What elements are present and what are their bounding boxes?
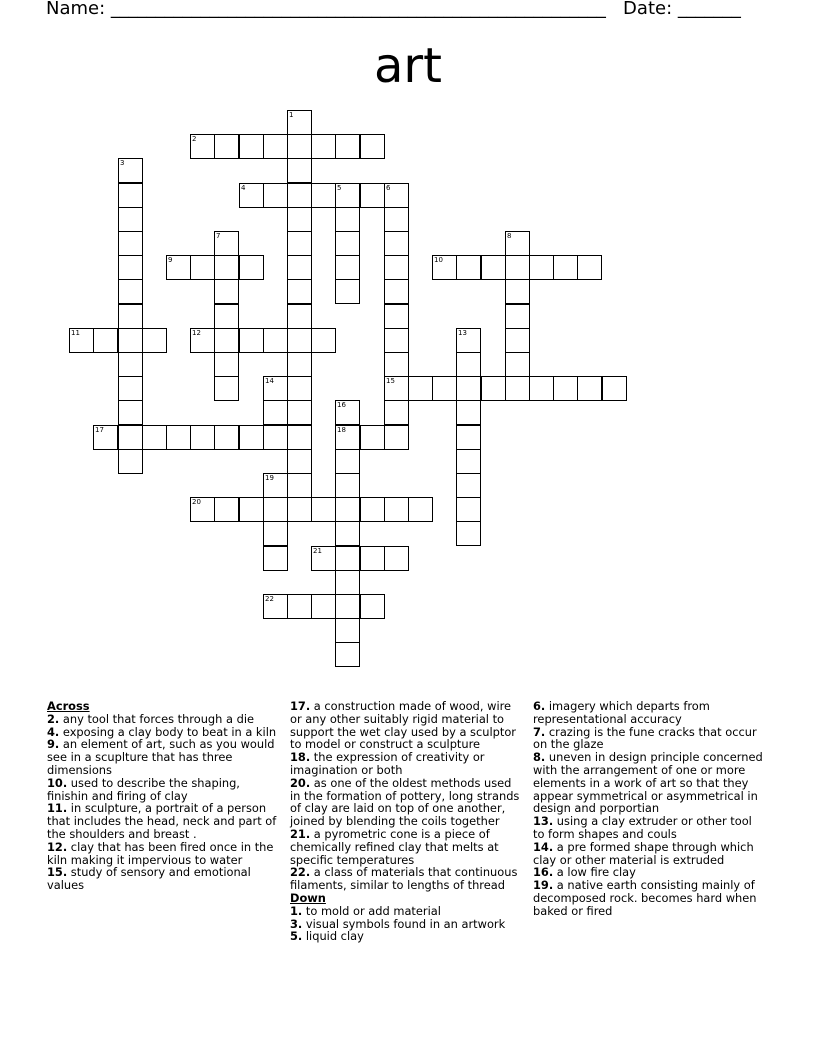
clue-item (533, 726, 765, 752)
grid-cell[interactable] (239, 425, 264, 450)
clue-number: 22. (290, 865, 311, 880)
clue-text: an element of art, such as you would see in a scuplture that has three dimensions (47, 737, 275, 777)
grid-cell[interactable] (118, 449, 143, 474)
grid-cell[interactable] (335, 594, 360, 619)
grid-cell[interactable] (287, 110, 312, 135)
clue-number: 17. (290, 699, 311, 713)
grid-cell[interactable] (263, 328, 288, 353)
clue-number-label: 14 (265, 377, 274, 385)
clue-text: clay that has been fired once in the kiln making it impervious to water (47, 839, 274, 867)
clue-number-label: 20 (192, 498, 201, 506)
clue-text: the expression of creativity or imagination or both (290, 750, 485, 777)
clue-text: uneven in design principle concerned with the arrangement of one or more elements in a work of art so that they appear symmetrical or asymmetrical in design and porportian (533, 750, 763, 816)
grid-cell[interactable] (214, 352, 239, 377)
grid-cell[interactable] (335, 231, 360, 256)
clue-number-label: 12 (192, 329, 201, 337)
clue-number: 14. (533, 839, 554, 854)
clue-number: 18. (290, 750, 311, 765)
grid-cell[interactable] (505, 376, 530, 401)
grid-cell[interactable] (118, 279, 143, 304)
grid-cell[interactable] (263, 546, 288, 571)
clue-number: 13. (533, 814, 554, 829)
grid-cell[interactable] (118, 158, 143, 183)
grid-cell[interactable] (456, 376, 481, 401)
grid-cell[interactable] (456, 400, 481, 425)
grid-cell[interactable] (602, 376, 627, 401)
grid-cell[interactable] (190, 425, 215, 450)
clue-text: to mold or add material (302, 903, 441, 918)
grid-cell[interactable] (214, 231, 239, 256)
clue-number-label: 1 (289, 111, 294, 119)
grid-cell[interactable] (287, 425, 312, 450)
grid-cell[interactable] (335, 400, 360, 425)
clue-number-label: 2 (192, 135, 197, 143)
clue-number-label: 10 (434, 256, 443, 264)
grid-cell[interactable] (93, 328, 118, 353)
grid-cell[interactable] (263, 425, 288, 450)
grid-cell[interactable] (529, 376, 554, 401)
clue-text: visual symbols found in an artwork (302, 916, 506, 931)
grid-cell[interactable] (118, 255, 143, 280)
clue-text: a class of materials that continuous filaments, similar to lengths of thread (290, 865, 518, 893)
grid-cell[interactable] (118, 207, 143, 232)
grid-cell[interactable] (384, 352, 409, 377)
grid-cell[interactable] (481, 376, 506, 401)
clue-number-label: 6 (386, 184, 391, 192)
clue-number: 5. (290, 929, 303, 944)
grid-cell[interactable] (335, 255, 360, 280)
grid-cell[interactable] (214, 134, 239, 159)
clue-number: 6. (533, 699, 546, 713)
clue-text: a construction made of wood, wire or any other suitably rigid material to support the wet clay used by a sculptor to model or construct a sculpture (290, 699, 516, 752)
grid-cell[interactable] (553, 255, 578, 280)
grid-cell[interactable] (287, 134, 312, 159)
grid-cell[interactable] (335, 134, 360, 159)
clue-item (533, 751, 765, 815)
grid-cell[interactable] (93, 425, 118, 450)
clue-number: 2. (47, 711, 60, 726)
grid-cell[interactable] (311, 594, 336, 619)
grid-cell[interactable] (69, 328, 94, 353)
clue-text: a pyrometric cone is a piece of chemically refined clay that melts at specific temperatures (290, 826, 499, 867)
grid-cell[interactable] (311, 134, 336, 159)
grid-cell[interactable] (456, 521, 481, 546)
grid-cell[interactable] (505, 231, 530, 256)
grid-cell[interactable] (118, 400, 143, 425)
clue-item (290, 700, 522, 751)
clue-number-label: 4 (241, 184, 246, 192)
grid-cell[interactable] (456, 449, 481, 474)
grid-cell[interactable] (287, 376, 312, 401)
clue-number-label: 15 (386, 377, 395, 385)
grid-cell[interactable] (287, 207, 312, 232)
grid-cell[interactable] (335, 279, 360, 304)
grid-cell[interactable] (456, 328, 481, 353)
grid-cell[interactable] (166, 255, 191, 280)
grid-cell[interactable] (287, 304, 312, 329)
grid-cell[interactable] (384, 231, 409, 256)
grid-cell[interactable] (311, 183, 336, 208)
clue-number-label: 16 (337, 401, 346, 409)
grid-cell[interactable] (311, 546, 336, 571)
grid-cell[interactable] (166, 425, 191, 450)
grid-cell[interactable] (118, 376, 143, 401)
clue-number: 8. (533, 750, 546, 765)
grid-cell[interactable] (384, 279, 409, 304)
grid-cell[interactable] (432, 376, 457, 401)
clue-item (290, 866, 522, 892)
grid-cell[interactable] (287, 497, 312, 522)
clue-text: using a clay extruder or other tool to form shapes and couls (533, 814, 752, 841)
clue-text: in sculpture, a portrait of a person that includes the head, neck and part of the shoulders and breast . (47, 801, 277, 841)
clue-text: study of sensory and emotional values (47, 865, 251, 893)
grid-cell[interactable] (505, 304, 530, 329)
clue-item (47, 866, 279, 892)
clue-item (533, 700, 765, 726)
grid-cell[interactable] (335, 449, 360, 474)
clue-item (47, 841, 279, 867)
clue-number-label: 19 (265, 474, 274, 482)
clue-text: exposing a clay body to beat in a kiln (59, 724, 277, 739)
grid-cell[interactable] (214, 279, 239, 304)
grid-cell[interactable] (384, 207, 409, 232)
grid-cell[interactable] (384, 546, 409, 571)
grid-cell[interactable] (456, 473, 481, 498)
clue-item (47, 777, 279, 803)
grid-cell[interactable] (335, 183, 360, 208)
grid-cell[interactable] (190, 328, 215, 353)
clues-column-1 (47, 700, 279, 892)
grid-cell[interactable] (263, 400, 288, 425)
grid-cell[interactable] (335, 618, 360, 643)
clue-text: liquid clay (302, 929, 364, 944)
grid-cell[interactable] (214, 304, 239, 329)
grid-cell[interactable] (456, 255, 481, 280)
grid-cell[interactable] (384, 304, 409, 329)
grid-cell[interactable] (263, 473, 288, 498)
grid-cell[interactable] (577, 376, 602, 401)
clue-number: 15. (47, 865, 68, 880)
clue-number-label: 21 (313, 547, 322, 555)
clue-number: 3. (290, 916, 303, 931)
name-date-line[interactable]: Name: _______________________________________________________ Date: _______ (46, 0, 741, 19)
grid-cell[interactable] (142, 328, 167, 353)
clue-number-label: 9 (168, 256, 173, 264)
clue-number-label: 17 (95, 426, 104, 434)
grid-cell[interactable] (335, 570, 360, 595)
grid-cell[interactable] (287, 352, 312, 377)
grid-cell[interactable] (239, 134, 264, 159)
grid-cell[interactable] (384, 425, 409, 450)
grid-cell[interactable] (287, 231, 312, 256)
grid-cell[interactable] (118, 304, 143, 329)
clue-number-label: 11 (71, 329, 80, 337)
grid-cell[interactable] (142, 425, 167, 450)
grid-cell[interactable] (287, 449, 312, 474)
clue-number-label: 3 (120, 159, 125, 167)
clue-number: 19. (533, 878, 554, 893)
clues-column-2 (290, 700, 522, 943)
grid-cell[interactable] (239, 183, 264, 208)
clue-number: 7. (533, 724, 546, 739)
grid-cell[interactable] (505, 328, 530, 353)
grid-cell[interactable] (311, 328, 336, 353)
grid-cell[interactable] (190, 255, 215, 280)
grid-cell[interactable] (384, 255, 409, 280)
grid-cell[interactable] (408, 497, 433, 522)
grid-cell[interactable] (456, 352, 481, 377)
grid-cell[interactable] (287, 328, 312, 353)
clue-item (47, 738, 279, 776)
grid-cell[interactable] (214, 425, 239, 450)
grid-cell[interactable] (118, 231, 143, 256)
grid-cell[interactable] (263, 183, 288, 208)
grid-cell[interactable] (287, 255, 312, 280)
clue-text: a pre formed shape through which clay or other material is extruded (533, 839, 754, 867)
grid-cell[interactable] (214, 376, 239, 401)
grid-cell[interactable] (263, 376, 288, 401)
grid-cell[interactable] (408, 376, 433, 401)
clue-text: as one of the oldest methods used in the formation of pottery, long strands of clay are laid on top of one another, joined by blending the coils together (290, 775, 520, 829)
grid-cell[interactable] (384, 328, 409, 353)
clue-item (47, 802, 279, 840)
grid-cell[interactable] (360, 425, 385, 450)
grid-cell[interactable] (190, 134, 215, 159)
clue-number-label: 13 (458, 329, 467, 337)
grid-cell[interactable] (360, 546, 385, 571)
grid-cell[interactable] (190, 497, 215, 522)
grid-cell[interactable] (335, 497, 360, 522)
grid-cell[interactable] (553, 376, 578, 401)
grid-cell[interactable] (505, 279, 530, 304)
grid-cell[interactable] (118, 352, 143, 377)
clue-number: 1. (290, 903, 303, 918)
clues-column-3 (533, 700, 765, 918)
grid-cell[interactable] (577, 255, 602, 280)
grid-cell[interactable] (505, 352, 530, 377)
grid-cell[interactable] (505, 255, 530, 280)
grid-cell[interactable] (384, 376, 409, 401)
grid-cell[interactable] (360, 497, 385, 522)
grid-cell[interactable] (384, 497, 409, 522)
clue-item (290, 751, 522, 777)
grid-cell[interactable] (239, 497, 264, 522)
grid-cell[interactable] (214, 497, 239, 522)
clue-number: 20. (290, 775, 311, 790)
clue-number: 10. (47, 775, 68, 790)
grid-cell[interactable] (263, 521, 288, 546)
clue-item (533, 815, 765, 841)
grid-cell[interactable] (287, 473, 312, 498)
grid-cell[interactable] (529, 255, 554, 280)
clue-text: a native earth consisting mainly of decomposed rock. becomes hard when baked or fired (533, 878, 757, 918)
grid-cell[interactable] (214, 328, 239, 353)
clue-number: 21. (290, 826, 311, 841)
grid-cell[interactable] (384, 183, 409, 208)
clue-number: 12. (47, 839, 68, 854)
grid-cell[interactable] (263, 134, 288, 159)
grid-cell[interactable] (118, 183, 143, 208)
grid-cell[interactable] (287, 279, 312, 304)
clue-number: 11. (47, 801, 68, 816)
puzzle-title: art (374, 38, 442, 94)
grid-cell[interactable] (360, 594, 385, 619)
clue-number: 9. (47, 737, 60, 752)
grid-cell[interactable] (335, 642, 360, 667)
clue-text: used to describe the shaping, finishin and firing of clay (47, 775, 240, 803)
grid-cell[interactable] (287, 158, 312, 183)
grid-cell[interactable] (118, 425, 143, 450)
clue-section-heading: Down (290, 890, 326, 905)
clue-number-label: 5 (337, 184, 342, 192)
clue-item (290, 828, 522, 866)
grid-cell[interactable] (214, 255, 239, 280)
grid-cell[interactable] (360, 183, 385, 208)
grid-cell[interactable] (432, 255, 457, 280)
clue-text: crazing is the fune cracks that occur on the glaze (533, 724, 757, 752)
clue-text: any tool that forces through a die (59, 711, 255, 726)
clue-item (533, 841, 765, 867)
clue-section-heading: Across (47, 699, 90, 713)
clue-number: 4. (47, 724, 60, 739)
clue-number-label: 8 (507, 232, 512, 240)
grid-cell[interactable] (287, 183, 312, 208)
grid-cell[interactable] (335, 207, 360, 232)
grid-cell[interactable] (335, 546, 360, 571)
grid-cell[interactable] (456, 497, 481, 522)
grid-cell[interactable] (335, 473, 360, 498)
clue-item (290, 930, 522, 943)
grid-cell[interactable] (456, 425, 481, 450)
clue-number-label: 7 (216, 232, 221, 240)
grid-cell[interactable] (384, 400, 409, 425)
clue-item (290, 777, 522, 828)
grid-cell[interactable] (263, 594, 288, 619)
grid-cell[interactable] (239, 255, 264, 280)
clue-item (533, 879, 765, 917)
grid-cell[interactable] (118, 328, 143, 353)
grid-cell[interactable] (481, 255, 506, 280)
clue-number: 16. (533, 865, 554, 880)
grid-cell[interactable] (360, 134, 385, 159)
clue-number-label: 22 (265, 595, 274, 603)
clue-text: imagery which departs from representational accuracy (533, 699, 710, 726)
clue-text: a low fire clay (553, 865, 636, 880)
grid-cell[interactable] (335, 425, 360, 450)
grid-cell[interactable] (263, 497, 288, 522)
grid-cell[interactable] (239, 328, 264, 353)
grid-cell[interactable] (287, 594, 312, 619)
grid-cell[interactable] (311, 497, 336, 522)
grid-cell[interactable] (335, 521, 360, 546)
clue-number-label: 18 (337, 426, 346, 434)
grid-cell[interactable] (287, 400, 312, 425)
